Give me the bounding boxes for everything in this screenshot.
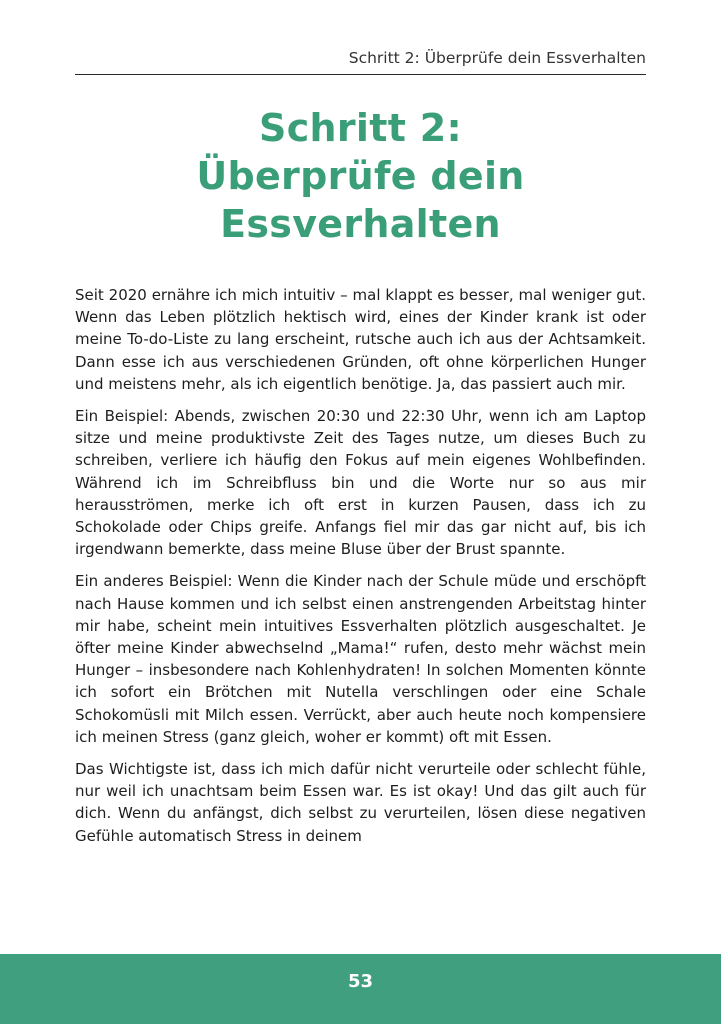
paragraph-1: Seit 2020 ernähre ich mich intuitiv – mal klappt es besser, mal weniger gut. Wenn das Leben plötzlich hektisch wird, eines der Kinder krank ist oder meine To-do-Liste zu lang erscheint, rutsche auch ich aus der Achtsamkeit. Dann esse ich aus verschiedenen Gründen, oft ohne körperlichen Hunger und meistens mehr, als ich eigentlich benötige. Ja, das passiert auch mir. bbox=[75, 286, 646, 393]
page-number: 53 bbox=[347, 971, 374, 992]
body-text bbox=[75, 284, 646, 857]
running-header: Schritt 2: Überprüfe dein Essverhalten bbox=[75, 48, 646, 75]
chapter-title-line-1: Schritt 2: bbox=[259, 106, 462, 150]
paragraph-3: Ein anderes Beispiel: Wenn die Kinder nach der Schule müde und erschöpft nach Hause kommen und ich selbst einen anstrengenden Arbeitstag hinter mir habe, scheint mein intuitives Essverhalten plötzlich ausgeschaltet. Je öfter meine Kinder abwechselnd „Mama!“ rufen, desto mehr wächst mein Hunger – insbesondere nach Kohlenhydraten! In solchen Momenten könnte ich sofort ein Brötchen mit Nutella verschlingen oder eine Schale Schokomüsli mit Milch essen. Verrückt, aber auch heute noch kompensiere ich meinen Stress (ganz gleich, woher er kommt) oft mit Essen. bbox=[75, 572, 646, 746]
paragraph-2: Ein Beispiel: Abends, zwischen 20:30 und 22:30 Uhr, wenn ich am Laptop sitze und meine produktivste Zeit des Tages nutze, um dieses Buch zu schreiben, verliere ich häufig den Fokus auf mein eigenes Wohlbefinden. Während ich im Schreibfluss bin und die Worte nur so aus mir herausströmen, merke ich oft erst in kurzen Pausen, dass ich zu Schokolade oder Chips greife. Anfangs fiel mir das gar nicht auf, bis ich irgendwann bemerkte, dass meine Bluse über der Brust spannte. bbox=[75, 407, 646, 559]
chapter-title bbox=[75, 104, 646, 248]
paragraph-4: Das Wichtigste ist, dass ich mich dafür nicht verurteile oder schlecht fühle, nur weil ich unachtsam beim Essen war. Es ist okay! Und das gilt auch für dich. Wenn du anfängst, dich selbst zu verurteilen, lösen diese negativen Gefühle automatisch Stress in deinem bbox=[75, 760, 646, 845]
chapter-title-line-2: Überprüfe dein bbox=[196, 154, 525, 198]
chapter-title-line-3: Essverhalten bbox=[220, 202, 501, 246]
page-footer bbox=[0, 954, 721, 1024]
